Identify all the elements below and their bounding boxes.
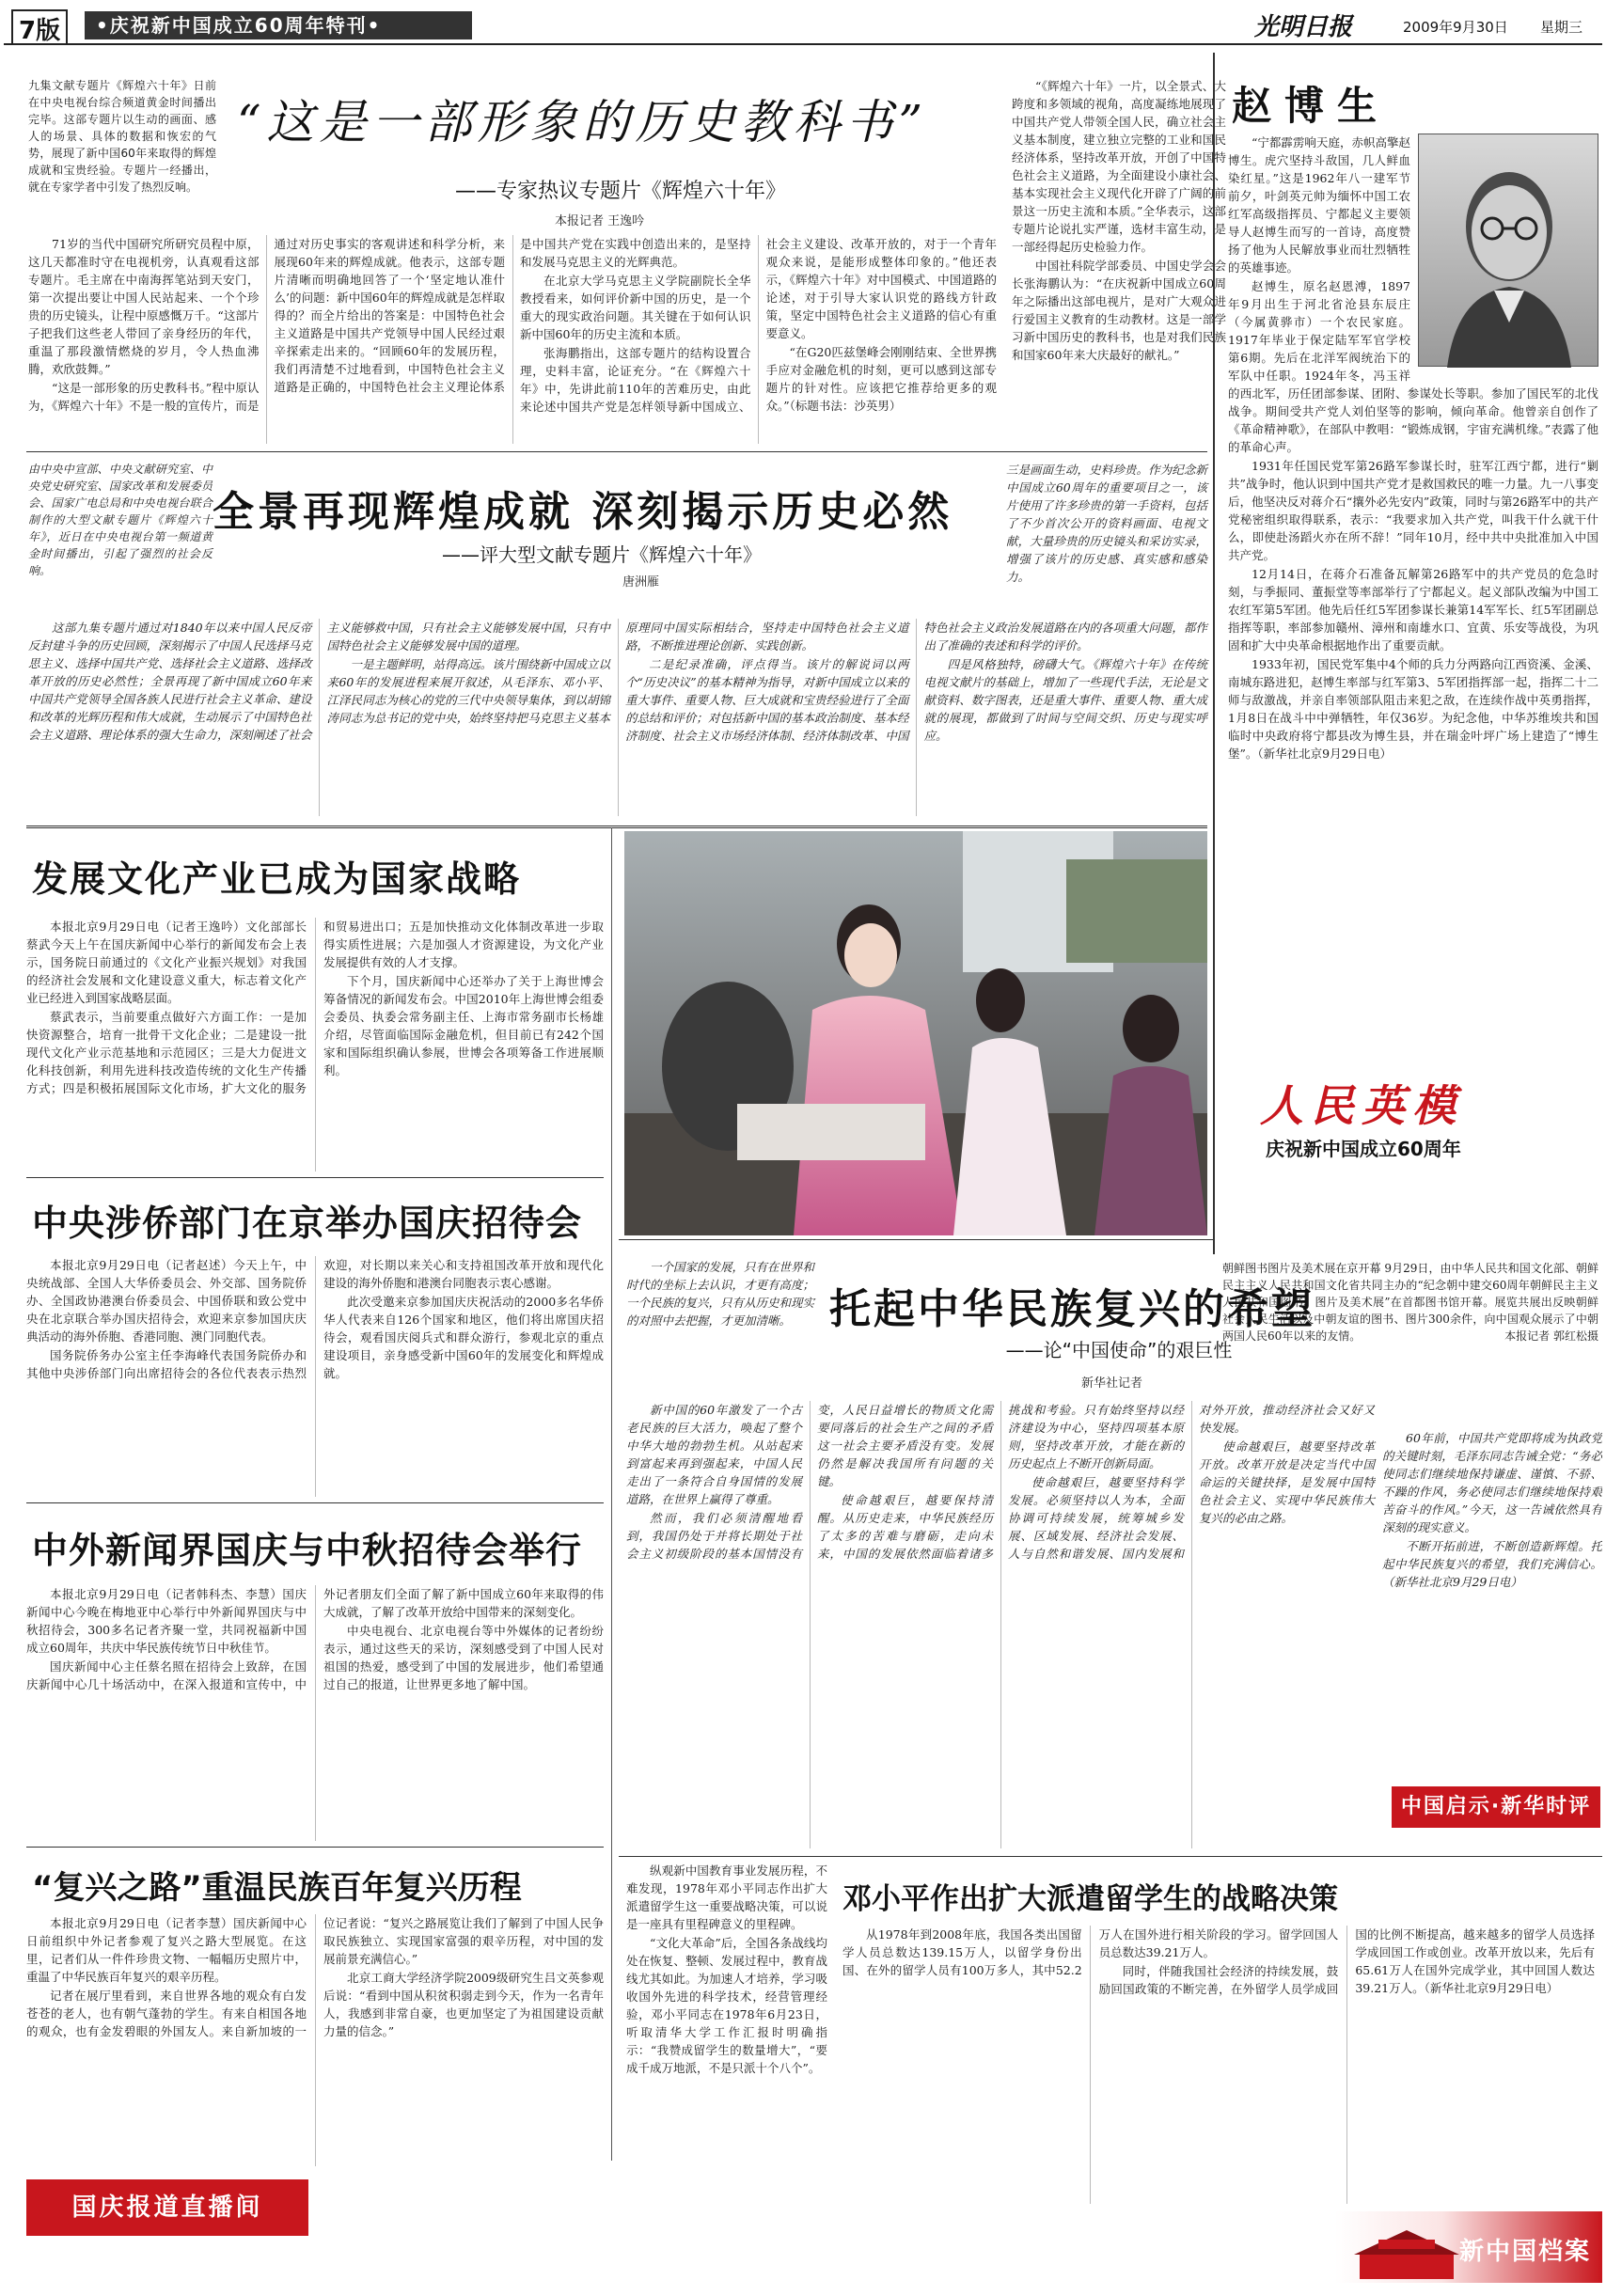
divider [26,1847,604,1848]
article-title: 托起中华民族复兴的希望 [829,1285,1315,1333]
paragraph: 中国社科院学部委员、中国史学会会长张海鹏认为：“在庆祝新中国成立60周年之际播出这部电视片，是对广大观众进行爱国主义教育的生动教材。这是一部学习新中国历史的教科书，也是对我们民族和国家60年来大庆最好的献礼。” [1012,259,1226,362]
paragraph: 本报北京9月29日电（记者李慧）国庆新闻中心日前组织中外记者参观了复兴之路大型展览。在这里，记者们从一件件珍贵文物、一幅幅历史照片中，重温了中华民族百年复兴的艰辛历程。 [26,1916,307,1984]
paragraph: 60年前，中国共产党即将成为执政党的关键时刻，毛泽东同志告诫全党：“务必使同志们继续地保持谦虚、谨慎、不骄、不躁的作风，务必使同志们继续地保持艰苦奋斗的作风。”今天，这一告诫依然具有深刻的现实意义。 [1382,1431,1602,1534]
divider [619,1856,1602,1857]
article-documentary-review [28,461,1209,818]
article-right-column [1382,1429,1602,1739]
paragraph: 赵博生，原名赵恩溥，1897年9月出生于河北省沧县东辰庄（今属黄骅市）一个农民家庭。1917年毕业于保定陆军军官学校第6期。先后在北洋军阀统治下的军队中任职。1924年冬，冯玉祥的西北军，历任团部参谋、团附、参谋处长等职。参加了国民军的北伐战争。期间受共产党人刘伯坚等的影响，倾向革命。他曾亲自创作了《革命精神歌》，在部队中教唱：“锻炼成钢，宇宙充满机缘。”表露了他的革命心声。 [1228,279,1598,454]
photo-caption-text: 朝鲜图书图片及美术展在京开幕 9月29日，由中华人民共和国文化部、朝鲜民主主义人民共和国文化省共同主办的“纪念朝中建交60周年朝鲜民主主义人民共和国图书、图片及美术展”在首都图书馆开幕。展览共展出反映朝鲜社会人民生活以及中朝友谊的图书、图片300余件，向中国观众展示了中朝两国人民60年以来的友情。 [1222,1262,1598,1343]
paragraph: “在G20匹兹堡峰会刚刚结束、全世界携手应对金融危机的时刻，更可以感到这部专题片的针对性。应该把它推荐给更多的观众。”（标题书法：沙英男） [765,345,997,413]
paragraph: 一个国家的发展，只有在世界和时代的坐标上去认识，才更有高度；一个民族的复兴，只有从历史和现实的对照中去把握，才更加清晰。 [626,1260,815,1328]
divider [26,451,1207,452]
article-subtitle: ——论“中国使命”的艰巨性 [1005,1339,1233,1361]
article-title: 发展文化产业已成为国家战略 [32,858,522,900]
article-culture-industry [26,837,604,1175]
article-subtitle: ——专家热议专题片《辉煌六十年》 [454,180,786,203]
paragraph: 一是主题鲜明，站得高远。该片围绕新中国成立以来60年的发展进程来展开叙述，从毛泽东、邓小平、江泽民同志为核心的党的三代中央领导集体，到以胡锦涛同志为总书记的党中央，始终坚持把马克思主义基本原理同中国实际相结合，坚持走中国特色社会主义道路，不断推进理论创新、实践创新。 [326,621,909,725]
article-china-mission [621,1250,1602,1852]
hero-body [1228,134,1598,1036]
article-body [28,235,997,444]
paragraph: 蔡武表示，当前要重点做好六方面工作：一是加快资源整合，培育一批骨干文化企业；二是建设一批现代文化产业示范基地和示范园区；三是大力促进文化科技创新，利用先进科技改造传统的文化生产传播方式；四是积极拓展国际文化市场，扩大文化的服务和贸易进出口；五是加快推动文化体制改革进一步取得实质性进展；六是加强人才资源建设，为文化产业发展提供有效的人才支撑。 [26,920,604,1095]
divider [26,1502,604,1503]
paragraph: 本报北京9月29日电（记者赵述）今天上午，中央统战部、全国人大华侨委员会、外交部、国务院侨办、全国政协港澳台侨委员会、中国侨联和致公党中央在北京联合举办国庆招待会，欢迎来京参加国庆庆典活动的海外侨胞、香港同胞、澳门同胞代表。 [26,1258,307,1344]
tiananmen-icon [1350,2211,1463,2283]
article-title: “复兴之路”重温民族百年复兴历程 [32,1869,522,1907]
issue-date: 2009年9月30日 [1403,19,1508,36]
article-body [626,1401,1375,1848]
section-tag-archive [1335,2211,1602,2283]
article-byline: 唐洲雁 [622,575,660,590]
paragraph: 使命越艰巨，越要坚持改革开放。改革开放是决定当代中国命运的关键抉择，是发展中国特色社会主义、实现中华民族伟大复兴的必由之路。 [1199,1439,1375,1525]
paragraph: 国庆新闻中心主任蔡名照在招待会上致辞，在国庆新闻中心几十场活动中，在深入报道和宣传中，中外记者朋友们全面了解了新中国成立60年来取得的伟大成就，了解了改革开放给中国带来的深刻变化。 [26,1587,604,1691]
article-byline: 新华社记者 [1081,1376,1143,1391]
article-right-column [1012,77,1226,444]
hero-name: 赵博生 [1232,83,1391,129]
article-lead: 九集文献专题片《辉煌六十年》日前在中央电视台综合频道黄金时间播出完毕。这部专题片以生动的画面、感人的场景、具体的数据和恢宏的气势，展现了新中国60年来取得的辉煌成就和宝贵经验。专题片一经播出，就在专家学者中引发了热烈反响。 [28,79,216,194]
article-body [26,1256,604,1497]
article-title: “这是一部形象的历史教科书” [237,95,929,149]
divider [26,826,1207,828]
paragraph: 下个月，国庆新闻中心还举办了关于上海世博会筹备情况的新闻发布会。中国2010年上海世博会组委会委员、执委会常务副主任、上海市常务副市长杨雄介绍，尽管面临国际金融危机，但目前已有242个国家和国际组织确认参展，世博会各项筹备工作进展顺利。 [323,974,604,1077]
page-number: 7版 [11,9,68,45]
article-body [842,1926,1595,2204]
masthead [4,4,1602,45]
article-body [26,1914,604,2166]
divider [26,1177,604,1178]
paragraph: “文化大革命”后，全国各条战线均处在恢复、整顿、发展过程中，教育战线尤其如此。为加速人才培养，学习吸收国外先进的科学技术，经营管理经验，邓小平同志在1978年6月23日，听取清华大学工作汇报时明确指示：“我赞成留学生的数量增大”，“要成千成万地派，不是只派十个八个”。 [626,1936,827,2075]
article-left-column [626,1862,827,2283]
paragraph: 1933年初，国民党军集中4个师的兵力分两路向江西资溪、金溪、南城东路进犯，赵博生率部与红军第3、5军团指挥部一起，指挥二十二师与敌激战，并亲自率领部队阻击来犯之敌，在连续作战中英勇指挥，1月8日在战斗中中弹牺牲，年仅36岁。为纪念他，中华苏维埃共和国临时中央政府将宁都县改为博生县，并在瑞金叶坪广场上建造了“博生堡”。（新华社北京9月29日电） [1228,657,1598,761]
article-body [26,1585,604,1841]
article-overseas-students [621,1862,1602,2290]
exhibition-photo-icon [624,831,1207,1235]
paragraph: 国务院侨务办公室主任李海峰代表国务院侨办和其他中央涉侨部门向出席招待会的各位代表表示热烈欢迎，对长期以来关心和支持祖国改革开放和现代化建设的海外侨胞和港澳台同胞表示衷心感谢。 [26,1258,604,1380]
paragraph: 然而，我们必须清醒地看到，我国仍处于并将长期处于社会主义初级阶段的基本国情没有变，人民日益增长的物质文化需要同落后的社会生产之间的矛盾这一社会主要矛盾没有变。发展仍然是解决我国所有问题的关键。 [626,1403,993,1561]
issue-weekday: 星期三 [1540,19,1583,36]
article-body [26,918,604,1172]
article-overseas-reception [26,1185,604,1501]
article-title: 中外新闻界国庆与中秋招待会举行 [32,1530,583,1571]
paragraph: 不断开拓前进，不断创造新辉煌。托起中华民族复兴的希望，我们充满信心。（新华社北京9月29日电） [1382,1539,1602,1589]
paragraph: 71岁的当代中国研究所研究员程中原，这几天都准时守在电视机旁，认真观看这部专题片。毛主席在中南海挥笔站到天安门，第一次提出要让中国人民站起来、一个个珍贵的历史镜头，让程中原感慨万千。“这部片子把我们这些老人带回了亲身经历的年代，重温了那段激情燃烧的岁月，令人热血沸腾，欢欣鼓舞。” [28,237,260,376]
article-lead: 由中央中宣部、中央文献研究室、中央党史研究室、国家改革和发展委员会、国家广电总局和中央电视台联合制作的大型文献专题片《辉煌六十年》，近日在中央电视台第一频道黄金时间播出，引起了强烈的社会反响。 [28,463,213,577]
paragraph: 从1978年到2008年底，我国各类出国留学人员总数达139.15万人，以留学身份出国、在外的留学人员有100万多人，其中52.2万人在国外进行相关阶段的学习。留学回国人员总数达39.21万人。 [842,1927,1339,1977]
article-road-to-revival [26,1854,604,2170]
paragraph: 12月14日，在蒋介石准备瓦解第26路军中的共产党员的危急时刻，与季振同、董振堂等率部举行了宁都起义。起义部队改编为中国工农红军第5军团。他先后任红5军团参谋长兼第14军军长、红5军团副总指挥等职，率部参加赣州、漳州和南雄水口、宜黄、乐安等战役，为巩固和扩大中央革命根据地作出了重要贡献。 [1228,567,1598,653]
photo-exhibition [624,831,1207,1235]
article-intro [626,1258,814,1380]
paragraph: 这部九集专题片通过对1840年以来中国人民反帝反封建斗争的历史回顾，深刻揭示了中国人民选择马克思主义、选择中国共产党、选择社会主义道路、选择改革开放的历史必然性；全景再现了新中国成立60年来中国共产党领导全国各族人民进行社会主义革命、建设和改革的光辉历程和伟大成就，生动展示了中国特色社会主义道路、理论体系的强大生命力，深刻阐述了社会主义能够救中国，只有社会主义能够发展中国，只有中国特色社会主义能够发展中国的道理。 [28,621,610,742]
paragraph: “宁都霹雳响天庭，赤帜高擎赵博生。虎穴坚持斗敌国，几人鲜血染红星。”这是1962年八一建军节前夕，叶剑英元帅为缅怀中国工农红军高级指挥员、宁都起义主要领导人赵博生而写的一首诗，高度赞扬了他为人民解放事业而壮烈牺牲的英雄事迹。 [1228,135,1410,275]
article-title: 邓小平作出扩大派遣留学生的战略决策 [842,1882,1338,1916]
paper-logo: 光明日报 [1254,13,1353,41]
divider [619,1239,1213,1240]
paragraph: 同时，伴随我国社会经济的持续发展，鼓励回国政策的不断完善，在外留学人员学成回国的比例不断提高，越来越多的留学人员选择学成回国工作或创业。改革开放以来，先后有65.61万人在国外完成学业，其中回国人数达39.21万人。（新华社北京9月29日电） [1098,1927,1595,1996]
section-tag-live: 国庆报道直播间 [26,2179,308,2236]
hero-banner [1260,1072,1589,1160]
paragraph: 在北京大学马克思主义学院副院长全华教授看来，如何评价新中国的历史，是一个重大的现实政治问题。其关键在于如何认识新中国60年的历史主流和本质。 [520,274,751,341]
paragraph: 四是风格独特，磅礴大气。《辉煌六十年》在传统电视文献片的基础上，增加了一些现代手法，无论是文献资料、数字图表，还是重大事件、重要人物、重大成就的展现，都做到了时间与空间交织、历史与现实呼应。 [923,657,1207,743]
article-side-text: 三是画面生动，史料珍贵。作为纪念新中国成立60周年的重要项目之一，该片使用了许多珍贵的第一手资料，包括了不少首次公开的资料画面、电视文献，大量珍贵的历史镜头和采访实录，增强了该片的历史感、真实感和感染力。 [1006,463,1207,584]
article-subtitle: ——评大型文献专题片《辉煌六十年》 [442,543,762,566]
photo-credit: 本报记者 郭红松摄 [1504,1329,1598,1343]
section-banner: •庆祝新中国成立60周年特刊• [85,11,472,39]
paragraph: “《辉煌六十年》一片，以全景式、大跨度和多领域的视角，高度凝练地展现了中国共产党人带领全国人民，确立社会主义基本制度，建立独立完整的工业和国民经济体系，坚持改革开放，开创了中国特色社会主义道路，为全面建设小康社会、基本实现社会主义现代化开辟了广阔的前景这一历史主流和本质。”全华表示，这部专题片论说扎实严谨，选材丰富生动，是一部经得起历史检验力作。 [1012,79,1226,254]
paragraph: 北京工商大学经济学院2009级研究生吕文英参观后说：“看到中国从积贫积弱走到今天，作为一名青年人，我感到非常自豪，也更加坚定了为祖国建设贡献力量的信念。” [323,1971,604,2038]
article-expert-review [28,77,1232,444]
section-tag-archive-label: 新中国档案 [1458,2238,1591,2266]
article-byline: 本报记者 王逸吟 [555,214,645,228]
article-title: 中央涉侨部门在京举办国庆招待会 [32,1203,583,1244]
paragraph: 张海鹏指出，这部专题片的结构设置合理，史料丰富，论证充分。“在《辉煌六十年》中，先讲此前110年的苦难历史，由此来论述中国共产党是怎样领导新中国成立、社会主义建设、改革开放的，对于一个青年观众来说，是能形成整体印象的。”他还表示，《辉煌六十年》对中国模式、中国道路的论述，对于引导大家认识党的路线方针政策，坚定中国特色社会主义道路的信心有重要意义。 [520,237,997,414]
article-title: 全景再现辉煌成就 深刻揭示历史必然 [213,488,953,536]
hero-banner-subtitle: 庆祝新中国成立60周年 [1266,1138,1461,1160]
column-tag: 中国启示·新华时评 [1392,1786,1600,1828]
paragraph: 记者在展厅里看到，来自世界各地的观众有白发苍苍的老人，也有朝气蓬勃的学生。有来自相国各地的观众，也有金发碧眼的外国友人。来自新加坡的一位记者说：“复兴之路展览让我们了解到了中国人民争取民族独立、实现国家富强的艰辛历程，对中国的发展前景充满信心。” [26,1916,604,2038]
hero-banner-title: 人民英模 [1260,1080,1463,1131]
paragraph: 此次受邀来京参加国庆庆祝活动的2000多名华侨华人代表来自126个国家和地区，他们将出席国庆招待会，观看国庆阅兵式和群众游行，参观北京的重点建设项目，亲身感受新中国60年的发展变化和辉煌成就。 [323,1295,604,1380]
paragraph: 二是纪录准确，评点得当。该片的解说词以两个“历史决议”的基本精神为指导，对新中国成立以来的重大事件、重要人物、巨大成就和宝贵经验进行了全面的总结和评价；对包括新中国的基本政治制度、基本经济制度、社会主义市场经济体制、经济体制改革、中国特色社会主义政治发展道路在内的各项重大问题，都作出了准确的表述和科学的评价。 [625,621,1207,743]
article-body [28,619,1207,816]
paragraph: 纵观新中国教育事业发展历程，不难发现，1978年邓小平同志作出扩大派遣留学生这一重要战略决策，可以说是一座具有里程碑意义的里程碑。 [626,1864,827,1931]
paragraph: 新中国的60年激发了一个古老民族的巨大活力，唤起了整个中华大地的勃勃生机。从站起来到富起来再到强起来，中国人民走出了一条符合自身国情的发展道路，在世界上赢得了尊重。 [626,1403,802,1506]
sidebar-hero [1222,56,1602,1250]
divider [611,827,612,2161]
article-press-reception [26,1510,604,1845]
paragraph: 1931年任国民党军第26路军参谋长时，驻军江西宁都，进行“剿共”战争时，他认识到中国共产党才是救国救民的唯一力量。九一八事变后，他坚决反对蒋介石“攘外必先安内”政策，同时与第26路军中的共产党秘密组织取得联系，表示：“我要求加入共产党，叫我干什么就干什么，即使赴汤蹈火亦在所不辞！”同年10月，经中共中央批准加入中国共产党。 [1228,459,1598,562]
paragraph: 本报北京9月29日电（记者韩科杰、李慧）国庆新闻中心今晚在梅地亚中心举行中外新闻界国庆与中秋招待会，300多名记者齐聚一堂，共同祝福新中国成立60周年，共庆中华民族传统节日中秋佳节。 [26,1587,307,1655]
divider [1213,53,1215,1254]
paragraph: 本报北京9月29日电（记者王逸吟）文化部部长蔡武今天上午在国庆新闻中心举行的新闻发布会上表示，国务院日前通过的《文化产业振兴规划》对我国的经济社会发展和文化建设意义重大，标志着文化产业已经进入到国家战略层面。 [26,920,307,1005]
paragraph: 使命越艰巨，越要坚持科学发展。必须坚持以人为本，全面协调可持续发展，统筹城乡发展、区域发展、经济社会发展、人与自然和谐发展、国内发展和对外开放，推动经济社会又好又快发展。 [1008,1403,1375,1561]
paragraph: “这是一部形象的历史教科书。”程中原认为，《辉煌六十年》不是一般的宣传片，而是通过对历史事实的客观讲述和科学分析，来展现60年来的辉煌成就。他表示，这部专题片清晰而明确地回答了一个‘坚定地认准什么’的问题：新中国60年的辉煌成就是怎样取得的？而全片给出的答案是：中国特色社会主义道路是中国共产党领导中国人民经过艰辛探索走出来的。“回顾60年的发展历程，我们再清楚不过地看到，中国特色社会主义道路是正确的，中国特色社会主义理论体系是中国共产党在实践中创造出来的，是坚持和发展马克思主义的光辉典范。 [28,237,751,413]
paragraph: 使命越艰巨，越要保持清醒。从历史走来，中华民族经历了太多的苦难与磨砺，走向未来，中国的发展依然面临着诸多挑战和考验。只有始终坚持以经济建设为中心，坚持四项基本原则，坚持改革开放，才能在新的历史起点上不断开创新局面。 [817,1403,1184,1561]
paragraph: 中央电视台、北京电视台等中外媒体的记者纷纷表示，通过这些天的采访，深刻感受到了中国人民对祖国的热爱，感受到了中国的发展进步，他们希望通过自己的报道，让世界更多地了解中国。 [323,1624,604,1691]
